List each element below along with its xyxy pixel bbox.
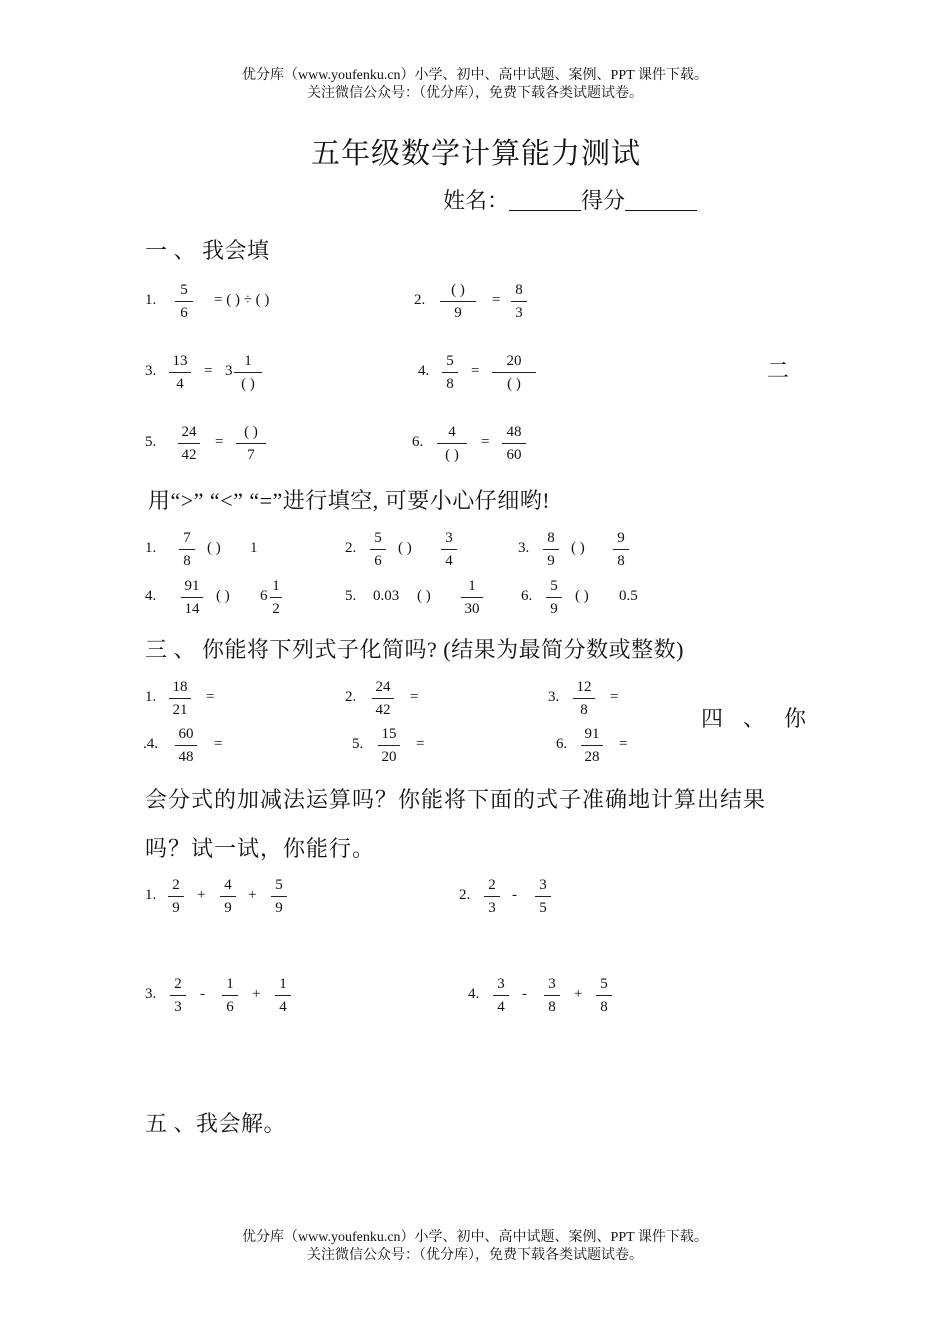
s3-q3-equals[interactable]: =: [610, 689, 619, 705]
s2-q4-mixed-fraction: [270, 577, 282, 618]
s4-q4-fraction-c: [596, 975, 612, 1016]
denominator: 8: [600, 999, 608, 1015]
denominator: 8: [580, 702, 588, 718]
fraction-bar: [543, 549, 559, 550]
numerator: 1: [244, 353, 252, 369]
fraction-bar: [236, 443, 266, 444]
s1-q2-fraction-left: [440, 281, 476, 322]
s1-q4-number: 4.: [418, 363, 430, 379]
s4-q2-fraction-b: [535, 876, 551, 917]
s2-q3-blank[interactable]: ( ): [571, 540, 585, 556]
s1-q4-fraction-right: [492, 352, 536, 393]
s2-q4-number: 4.: [145, 588, 157, 604]
s1-q1-rest: = ( ) ÷ ( ): [214, 292, 270, 308]
s4-q3-fraction-c: [275, 975, 291, 1016]
numerator: 5: [550, 578, 558, 594]
s4-q1-fraction-a: [168, 876, 184, 917]
name-blank[interactable]: [509, 190, 581, 211]
fraction-bar: [442, 372, 458, 373]
numerator: 1: [279, 976, 287, 992]
denominator: 20: [381, 749, 397, 765]
s2-q6-fraction: [546, 577, 562, 618]
footer-line1: 优分库（www.youfenku.cn）小学、初中、高中试题、案例、PPT 课件下载。: [242, 1230, 708, 1245]
s4-q1-number: 1.: [145, 887, 157, 903]
denominator: 48: [178, 749, 194, 765]
fraction-bar: [573, 698, 595, 699]
s3-q6-fraction: [581, 725, 603, 766]
s1-q5-fraction-left: [178, 423, 200, 464]
s4-q4-fraction-b: [544, 975, 560, 1016]
fraction-bar: [441, 549, 457, 550]
denominator: 14: [184, 601, 200, 617]
s1-q1-fraction: [175, 281, 193, 322]
denominator: 6: [180, 305, 188, 321]
section4-heading-start: 你: [784, 706, 807, 731]
s2-q3-fraction-left: [543, 529, 559, 570]
numerator: 5: [374, 530, 382, 546]
fraction-bar: [178, 443, 200, 444]
s1-q6-fraction-right: [502, 423, 526, 464]
numerator[interactable]: ( ): [244, 424, 258, 440]
s4-q1-fraction-b: [220, 876, 236, 917]
s3-q6-number: 6.: [556, 736, 568, 752]
s1-q4-fraction-left: [442, 352, 458, 393]
fraction-bar: [378, 745, 400, 746]
s3-q4-equals[interactable]: =: [214, 736, 223, 752]
s2-q4-fraction: [181, 577, 203, 618]
numerator: 4: [448, 424, 456, 440]
s2-q2-fraction-left: [370, 529, 386, 570]
numerator[interactable]: ( ): [451, 282, 465, 298]
s1-q3-mixed-fraction: [234, 352, 262, 393]
s4-q1-op1: +: [197, 887, 206, 903]
fraction-bar: [169, 372, 191, 373]
s4-q2-fraction-a: [484, 876, 500, 917]
denominator: 8: [548, 999, 556, 1015]
denominator[interactable]: ( ): [241, 376, 255, 392]
s4-q2-op1: -: [512, 887, 517, 903]
score-label: 得分: [581, 188, 626, 213]
s1-q2-fraction-right: [511, 281, 527, 322]
denominator: 4: [497, 999, 505, 1015]
fraction-bar: [484, 896, 500, 897]
fraction-bar: [275, 995, 291, 996]
name-score-line: [443, 184, 697, 215]
numerator: 1: [272, 578, 280, 594]
s1-q3-number: 3.: [145, 363, 157, 379]
fraction-bar: [493, 995, 509, 996]
fraction-bar: [222, 995, 238, 996]
page-title: 五年级数学计算能力测试: [310, 138, 641, 170]
s1-q3-equals: =: [204, 363, 213, 379]
denominator: 5: [539, 900, 547, 916]
denominator: 9: [172, 900, 180, 916]
fraction-bar: [581, 745, 603, 746]
numerator: 8: [547, 530, 555, 546]
s2-q3-fraction-right: [613, 529, 629, 570]
denominator: 30: [464, 601, 480, 617]
s3-q6-equals[interactable]: =: [619, 736, 628, 752]
fraction-bar: [168, 896, 184, 897]
s4-q3-fraction-a: [170, 975, 186, 1016]
s2-q1-right: 1: [250, 540, 258, 556]
fraction-bar: [546, 597, 562, 598]
s2-q2-number: 2.: [345, 540, 357, 556]
header-banner-line1: 优分库（www.youfenku.cn）小学、初中、高中试题、案例、PPT 课件下载。: [242, 68, 708, 83]
denominator[interactable]: ( ): [507, 376, 521, 392]
s2-q1-fraction: [179, 529, 195, 570]
s2-q5-number: 5.: [345, 588, 357, 604]
numerator: 12: [576, 679, 592, 695]
s1-q5-equals: =: [215, 434, 224, 450]
s1-q6-number: 6.: [412, 434, 424, 450]
fraction-bar: [437, 443, 467, 444]
numerator: 2: [172, 877, 180, 893]
denominator: 42: [375, 702, 391, 718]
section2-heading-number: 二: [767, 358, 790, 383]
fraction-bar: [613, 549, 629, 550]
s1-q3-whole: 3: [225, 363, 233, 379]
s3-q1-equals[interactable]: =: [206, 689, 215, 705]
fraction-bar: [461, 597, 483, 598]
numerator: 8: [515, 282, 523, 298]
fraction-bar: [370, 549, 386, 550]
numerator: 4: [224, 877, 232, 893]
denominator: 8: [183, 553, 191, 569]
numerator: 48: [506, 424, 522, 440]
denominator: 7: [247, 447, 255, 463]
denominator: 6: [226, 999, 234, 1015]
numerator: 91: [184, 578, 200, 594]
fraction-bar: [175, 745, 197, 746]
denominator: 9: [454, 305, 462, 321]
section3-heading: 三 、 你能将下列式子化简吗? (结果为最简分数或整数): [145, 637, 684, 662]
fraction-bar: [220, 896, 236, 897]
denominator: 42: [181, 447, 197, 463]
name-label: 姓名：: [443, 188, 510, 213]
denominator: 4: [176, 376, 184, 392]
denominator: 9: [547, 553, 555, 569]
s3-q2-fraction: [372, 678, 394, 719]
numerator: 9: [617, 530, 625, 546]
numerator: 2: [488, 877, 496, 893]
s4-q3-number: 3.: [145, 986, 157, 1002]
numerator: 3: [497, 976, 505, 992]
fraction-bar: [502, 443, 526, 444]
s3-q3-fraction: [573, 678, 595, 719]
s4-q3-op2: +: [252, 986, 261, 1002]
header-banner-line2: 关注微信公众号：（优分库），免费下载各类试题试卷。: [307, 86, 643, 101]
numerator: 3: [548, 976, 556, 992]
s4-q4-number: 4.: [468, 986, 480, 1002]
section4-heading-number: 四: [701, 706, 724, 731]
s3-q2-number: 2.: [345, 689, 357, 705]
s2-q5-fraction: [461, 577, 483, 618]
s1-q2-equals: =: [492, 292, 501, 308]
fraction-bar: [271, 896, 287, 897]
denominator: 9: [275, 900, 283, 916]
section4-heading-separator: 、: [743, 706, 766, 731]
s2-q2-blank[interactable]: ( ): [398, 540, 412, 556]
numerator: 5: [180, 282, 188, 298]
numerator: 91: [584, 726, 600, 742]
s1-q4-equals: =: [471, 363, 480, 379]
s4-q3-op1: -: [200, 986, 205, 1002]
numerator: 1: [226, 976, 234, 992]
numerator: 24: [375, 679, 391, 695]
s2-q4-blank[interactable]: ( ): [216, 588, 230, 604]
fraction-bar: [492, 372, 536, 373]
fraction-bar: [372, 698, 394, 699]
s2-q5-left: 0.03: [373, 588, 400, 604]
s1-q6-equals: =: [481, 434, 490, 450]
section4-heading-line2: 会分式的加减法运算吗？你能将下面的式子准确地计算出结果: [145, 787, 767, 812]
denominator: 2: [272, 601, 280, 617]
s4-q3-fraction-b: [222, 975, 238, 1016]
numerator: 13: [172, 353, 188, 369]
fraction-bar: [270, 597, 282, 598]
s1-q2-number: 2.: [414, 292, 426, 308]
s4-q1-op2: +: [248, 887, 257, 903]
section5-heading: 五 、我会解。: [145, 1111, 287, 1136]
fraction-bar: [175, 301, 193, 302]
s3-q1-number: 1.: [145, 689, 157, 705]
denominator: 8: [446, 376, 454, 392]
fraction-bar: [181, 597, 203, 598]
denominator: 21: [172, 702, 188, 718]
section4-heading-line3: 吗？试一试，你能行。: [145, 836, 376, 861]
fraction-bar: [170, 995, 186, 996]
s2-q6-right: 0.5: [619, 588, 638, 604]
fraction-bar: [596, 995, 612, 996]
denominator: 3: [174, 999, 182, 1015]
denominator: 9: [550, 601, 558, 617]
s2-q4-whole: 6: [260, 588, 268, 604]
numerator: 5: [446, 353, 454, 369]
fraction-bar: [179, 549, 195, 550]
s3-q3-number: 3.: [548, 689, 560, 705]
numerator: 3: [539, 877, 547, 893]
s3-q5-number: 5.: [352, 736, 364, 752]
s1-q3-fraction: [169, 352, 191, 393]
denominator[interactable]: ( ): [445, 447, 459, 463]
s3-q4-number: .4.: [143, 736, 158, 752]
numerator: 60: [178, 726, 194, 742]
numerator: 18: [172, 679, 188, 695]
denominator: 8: [617, 553, 625, 569]
numerator: 2: [174, 976, 182, 992]
denominator: 6: [374, 553, 382, 569]
s4-q4-op1: -: [522, 986, 527, 1002]
denominator: 4: [445, 553, 453, 569]
s3-q1-fraction: [169, 678, 191, 719]
denominator: 28: [584, 749, 600, 765]
fraction-bar: [234, 372, 262, 373]
s2-q1-blank[interactable]: ( ): [207, 540, 221, 556]
s4-q1-fraction-c: [271, 876, 287, 917]
s2-q2-fraction-right: [441, 529, 457, 570]
s3-q4-fraction: [175, 725, 197, 766]
numerator: 20: [506, 353, 522, 369]
denominator: 3: [488, 900, 496, 916]
denominator: 3: [515, 305, 523, 321]
s1-q5-number: 5.: [145, 434, 157, 450]
s2-q1-number: 1.: [145, 540, 157, 556]
numerator: 7: [183, 530, 191, 546]
s4-q2-number: 2.: [459, 887, 471, 903]
fraction-bar: [440, 301, 476, 302]
numerator: 3: [445, 530, 453, 546]
s3-q2-equals[interactable]: =: [410, 689, 419, 705]
s1-q1-number: 1.: [145, 292, 157, 308]
s2-q6-blank[interactable]: ( ): [575, 588, 589, 604]
numerator: 5: [600, 976, 608, 992]
fraction-bar: [169, 698, 191, 699]
s3-q5-fraction: [378, 725, 400, 766]
footer-line2: 关注微信公众号：（优分库），免费下载各类试题试卷。: [307, 1248, 643, 1263]
s4-q4-op2: +: [574, 986, 583, 1002]
s1-q5-fraction-right: [236, 423, 266, 464]
section2-heading: 用“>” “<” “=”进行填空, 可要小心仔细哟!: [148, 488, 551, 513]
numerator: 15: [381, 726, 397, 742]
numerator: 1: [468, 578, 476, 594]
numerator: 5: [275, 877, 283, 893]
denominator: 4: [279, 999, 287, 1015]
section1-heading: 一 、 我会填: [145, 238, 270, 263]
denominator: 60: [506, 447, 522, 463]
fraction-bar: [544, 995, 560, 996]
score-blank[interactable]: [625, 190, 697, 211]
s2-q5-blank[interactable]: ( ): [417, 588, 431, 604]
fraction-bar: [511, 301, 527, 302]
fraction-bar: [535, 896, 551, 897]
s2-q3-number: 3.: [518, 540, 530, 556]
s4-q4-fraction-a: [493, 975, 509, 1016]
s3-q5-equals[interactable]: =: [416, 736, 425, 752]
s1-q6-fraction-left: [437, 423, 467, 464]
denominator: 9: [224, 900, 232, 916]
numerator: 24: [181, 424, 197, 440]
s2-q6-number: 6.: [521, 588, 533, 604]
